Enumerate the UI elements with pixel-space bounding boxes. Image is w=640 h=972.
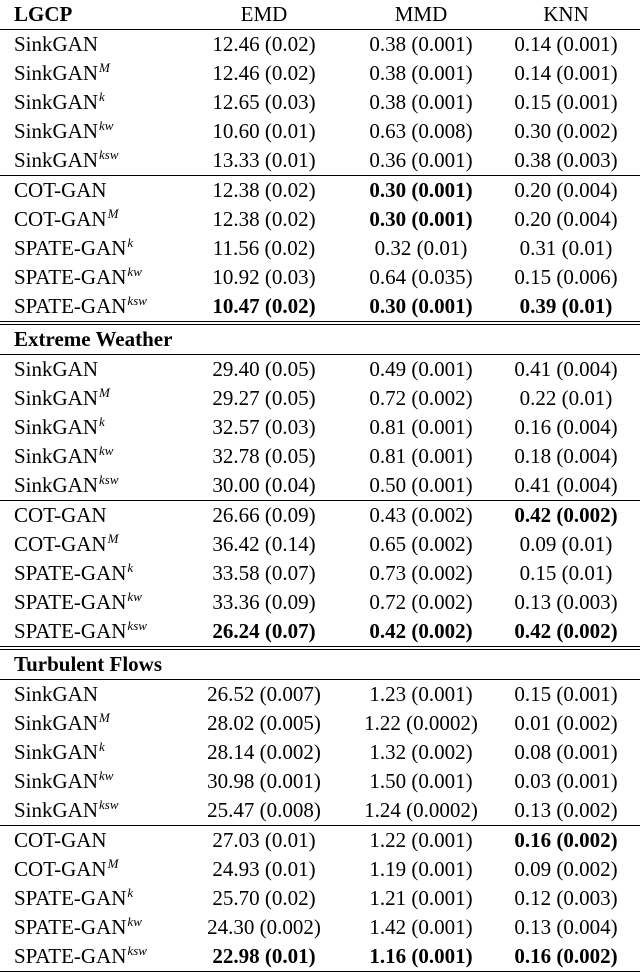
- model-name: SPATE-GAN: [14, 590, 127, 614]
- model-cell: [14, 767, 113, 796]
- model-name: SinkGAN: [14, 32, 99, 56]
- table-row: [0, 292, 640, 321]
- model-name: SPATE-GAN: [14, 561, 127, 585]
- model-name: COT-GAN: [14, 178, 107, 202]
- mmd-value: 0.73 (0.002): [369, 561, 473, 585]
- emd-value: 28.14 (0.002): [207, 740, 321, 764]
- emd-value: 12.46 (0.02): [212, 32, 316, 56]
- model-name: SinkGAN: [14, 90, 99, 114]
- model-name: SinkGAN: [14, 357, 99, 381]
- knn-value: 0.18 (0.004): [514, 444, 618, 468]
- model-cell: [14, 942, 147, 971]
- model-variant-superscript: ksw: [99, 147, 119, 162]
- model-cell: [14, 738, 105, 767]
- model-variant-superscript: kw: [99, 443, 114, 458]
- table-row: [0, 501, 640, 530]
- emd-value: 28.02 (0.005): [207, 711, 321, 735]
- knn-value: 0.15 (0.001): [514, 90, 618, 114]
- knn-value: 0.42 (0.002): [514, 503, 618, 527]
- emd-value: 10.47 (0.02): [212, 294, 316, 318]
- knn-value: 0.20 (0.004): [514, 207, 618, 231]
- table-row: [0, 442, 640, 471]
- model-cell: [14, 146, 119, 175]
- table-row: [0, 413, 640, 442]
- table-row: [0, 205, 640, 234]
- column-header-emd: EMD: [240, 2, 288, 26]
- model-variant-superscript: M: [99, 60, 110, 75]
- knn-value: 0.15 (0.001): [514, 682, 618, 706]
- mmd-value: 1.22 (0.001): [369, 828, 473, 852]
- knn-value: 0.14 (0.001): [514, 32, 618, 56]
- model-cell: [14, 855, 118, 884]
- table-row: [0, 738, 640, 767]
- knn-value: 0.39 (0.01): [519, 294, 613, 318]
- knn-value: 0.13 (0.002): [514, 798, 618, 822]
- mmd-value: 1.16 (0.001): [369, 944, 473, 968]
- mmd-value: 0.72 (0.002): [369, 590, 473, 614]
- table-row: [0, 913, 640, 942]
- knn-value: 0.09 (0.01): [519, 532, 613, 556]
- mmd-value: 0.64 (0.035): [369, 265, 473, 289]
- model-cell: [14, 709, 110, 738]
- emd-value: 29.40 (0.05): [212, 357, 316, 381]
- model-variant-superscript: k: [99, 739, 105, 754]
- model-cell: [14, 442, 113, 471]
- emd-value: 12.38 (0.02): [212, 178, 316, 202]
- model-name: SinkGAN: [14, 61, 99, 85]
- model-variant-superscript: M: [99, 710, 110, 725]
- model-cell: [14, 796, 119, 825]
- knn-value: 0.13 (0.003): [514, 590, 618, 614]
- mmd-value: 0.42 (0.002): [369, 619, 473, 643]
- emd-value: 12.65 (0.03): [212, 90, 316, 114]
- knn-value: 0.15 (0.006): [514, 265, 618, 289]
- knn-value: 0.41 (0.004): [514, 357, 618, 381]
- table-row: [0, 88, 640, 117]
- model-variant-superscript: k: [127, 560, 134, 575]
- table-row: [0, 234, 640, 263]
- model-name: SPATE-GAN: [14, 619, 127, 643]
- model-variant-superscript: M: [107, 856, 119, 871]
- model-variant-superscript: k: [99, 89, 105, 104]
- table-row: [0, 30, 640, 59]
- model-name: SinkGAN: [14, 473, 99, 497]
- table-row: [0, 884, 640, 913]
- model-name: COT-GAN: [14, 503, 107, 527]
- model-name: COT-GAN: [14, 828, 107, 852]
- mmd-value: 0.49 (0.001): [369, 357, 473, 381]
- model-name: SinkGAN: [14, 148, 99, 172]
- section-header-row: [0, 0, 640, 29]
- emd-value: 26.66 (0.09): [212, 503, 316, 527]
- model-name: SPATE-GAN: [14, 294, 127, 318]
- knn-value: 0.16 (0.002): [514, 828, 618, 852]
- model-variant-superscript: ksw: [127, 943, 147, 958]
- emd-value: 26.24 (0.07): [212, 619, 316, 643]
- model-variant-superscript: ksw: [127, 293, 147, 308]
- mmd-value: 0.65 (0.002): [369, 532, 473, 556]
- emd-value: 24.30 (0.002): [207, 915, 321, 939]
- table-row: [0, 384, 640, 413]
- mmd-value: 0.36 (0.001): [369, 148, 473, 172]
- mmd-value: 0.38 (0.001): [369, 61, 473, 85]
- model-cell: [14, 117, 113, 146]
- model-cell: [14, 588, 142, 617]
- model-cell: [14, 617, 147, 646]
- knn-value: 0.38 (0.003): [514, 148, 618, 172]
- section-title: Turbulent Flows: [14, 652, 163, 676]
- table-row: [0, 767, 640, 796]
- mmd-value: 1.50 (0.001): [369, 769, 473, 793]
- knn-value: 0.14 (0.001): [514, 61, 618, 85]
- emd-value: 32.57 (0.03): [212, 415, 316, 439]
- model-cell: [14, 471, 119, 500]
- emd-value: 12.38 (0.02): [212, 207, 316, 231]
- table-row: [0, 680, 640, 709]
- mmd-value: 0.72 (0.002): [369, 386, 473, 410]
- knn-value: 0.08 (0.001): [514, 740, 618, 764]
- table-row: [0, 855, 640, 884]
- model-cell: [14, 292, 147, 321]
- section-header-row: [0, 325, 640, 354]
- model-name: SPATE-GAN: [14, 886, 127, 910]
- table-row: [0, 826, 640, 855]
- model-variant-superscript: k: [127, 235, 134, 250]
- mmd-value: 0.32 (0.01): [374, 236, 468, 260]
- model-name: SinkGAN: [14, 386, 99, 410]
- emd-value: 10.92 (0.03): [212, 265, 316, 289]
- model-cell: [14, 559, 133, 588]
- model-cell: [14, 59, 110, 88]
- mmd-value: 0.30 (0.001): [369, 294, 473, 318]
- mmd-value: 1.19 (0.001): [369, 857, 473, 881]
- emd-value: 13.33 (0.01): [212, 148, 316, 172]
- section-title: LGCP: [14, 2, 73, 26]
- table-row: [0, 146, 640, 175]
- knn-value: 0.15 (0.01): [519, 561, 613, 585]
- model-name: COT-GAN: [14, 532, 107, 556]
- emd-value: 12.46 (0.02): [212, 61, 316, 85]
- table-row: [0, 117, 640, 146]
- table-row: [0, 559, 640, 588]
- column-header-knn: KNN: [543, 2, 589, 26]
- model-name: SinkGAN: [14, 444, 99, 468]
- model-cell: [14, 263, 142, 292]
- model-variant-superscript: kw: [99, 768, 114, 783]
- model-cell: [14, 88, 105, 117]
- model-variant-superscript: ksw: [99, 797, 119, 812]
- column-header-mmd: MMD: [394, 2, 448, 26]
- knn-value: 0.20 (0.004): [514, 178, 618, 202]
- emd-value: 33.36 (0.09): [212, 590, 316, 614]
- table-row: [0, 355, 640, 384]
- knn-value: 0.09 (0.002): [514, 857, 618, 881]
- model-name: SinkGAN: [14, 711, 99, 735]
- model-variant-superscript: kw: [127, 589, 142, 604]
- mmd-value: 0.30 (0.001): [369, 178, 473, 202]
- model-name: COT-GAN: [14, 857, 107, 881]
- model-name: SinkGAN: [14, 682, 99, 706]
- knn-value: 0.42 (0.002): [514, 619, 618, 643]
- table-row: [0, 796, 640, 825]
- emd-value: 24.93 (0.01): [212, 857, 316, 881]
- model-name: SPATE-GAN: [14, 236, 127, 260]
- emd-value: 30.98 (0.001): [207, 769, 321, 793]
- table-row: [0, 176, 640, 205]
- model-variant-superscript: M: [107, 531, 119, 546]
- knn-value: 0.12 (0.003): [514, 886, 618, 910]
- knn-value: 0.13 (0.004): [514, 915, 618, 939]
- section-header-row: [0, 650, 640, 679]
- mmd-value: 1.22 (0.0002): [364, 711, 478, 735]
- emd-value: 30.00 (0.04): [212, 473, 316, 497]
- knn-value: 0.03 (0.001): [514, 769, 618, 793]
- emd-value: 11.56 (0.02): [212, 236, 316, 260]
- model-name: SPATE-GAN: [14, 915, 127, 939]
- emd-value: 27.03 (0.01): [212, 828, 316, 852]
- model-cell: [14, 205, 118, 234]
- model-cell: [14, 384, 110, 413]
- table-row: [0, 530, 640, 559]
- mmd-value: 0.81 (0.001): [369, 444, 473, 468]
- table-row: [0, 942, 640, 971]
- table-row: [0, 471, 640, 500]
- mmd-value: 0.30 (0.001): [369, 207, 473, 231]
- mmd-value: 1.32 (0.002): [369, 740, 473, 764]
- emd-value: 25.47 (0.008): [207, 798, 321, 822]
- model-name: SinkGAN: [14, 119, 99, 143]
- model-variant-superscript: kw: [127, 914, 142, 929]
- mmd-value: 1.23 (0.001): [369, 682, 473, 706]
- emd-value: 26.52 (0.007): [207, 682, 321, 706]
- model-cell: [14, 413, 105, 442]
- model-variant-superscript: kw: [99, 118, 114, 133]
- knn-value: 0.16 (0.004): [514, 415, 618, 439]
- model-name: SPATE-GAN: [14, 265, 127, 289]
- model-name: SinkGAN: [14, 740, 99, 764]
- emd-value: 33.58 (0.07): [212, 561, 316, 585]
- model-name: COT-GAN: [14, 207, 107, 231]
- knn-value: 0.31 (0.01): [519, 236, 613, 260]
- emd-value: 25.70 (0.02): [212, 886, 316, 910]
- mmd-value: 0.63 (0.008): [369, 119, 473, 143]
- model-cell: [14, 530, 118, 559]
- model-name: SinkGAN: [14, 798, 99, 822]
- table-row: [0, 59, 640, 88]
- model-cell: [14, 884, 133, 913]
- emd-value: 36.42 (0.14): [212, 532, 316, 556]
- model-variant-superscript: ksw: [127, 618, 147, 633]
- table-row: [0, 617, 640, 646]
- mmd-value: 0.38 (0.001): [369, 90, 473, 114]
- mmd-value: 1.21 (0.001): [369, 886, 473, 910]
- model-variant-superscript: k: [127, 885, 134, 900]
- section-title: Extreme Weather: [14, 327, 173, 351]
- knn-value: 0.41 (0.004): [514, 473, 618, 497]
- emd-value: 10.60 (0.01): [212, 119, 316, 143]
- mmd-value: 1.24 (0.0002): [364, 798, 478, 822]
- table-row: [0, 263, 640, 292]
- model-variant-superscript: ksw: [99, 472, 119, 487]
- knn-value: 0.22 (0.01): [519, 386, 613, 410]
- emd-value: 32.78 (0.05): [212, 444, 316, 468]
- knn-value: 0.16 (0.002): [514, 944, 618, 968]
- model-name: SinkGAN: [14, 415, 99, 439]
- mmd-value: 1.42 (0.001): [369, 915, 473, 939]
- mmd-value: 0.50 (0.001): [369, 473, 473, 497]
- model-cell: [14, 234, 133, 263]
- mmd-value: 0.43 (0.002): [369, 503, 473, 527]
- knn-value: 0.01 (0.002): [514, 711, 618, 735]
- model-variant-superscript: kw: [127, 264, 142, 279]
- model-variant-superscript: k: [99, 414, 105, 429]
- model-name: SinkGAN: [14, 769, 99, 793]
- table-row: [0, 709, 640, 738]
- model-cell: [14, 913, 142, 942]
- knn-value: 0.30 (0.002): [514, 119, 618, 143]
- model-variant-superscript: M: [99, 385, 110, 400]
- emd-value: 22.98 (0.01): [212, 944, 316, 968]
- mmd-value: 0.81 (0.001): [369, 415, 473, 439]
- emd-value: 29.27 (0.05): [212, 386, 316, 410]
- table-row: [0, 588, 640, 617]
- model-variant-superscript: M: [107, 206, 119, 221]
- mmd-value: 0.38 (0.001): [369, 32, 473, 56]
- model-name: SPATE-GAN: [14, 944, 127, 968]
